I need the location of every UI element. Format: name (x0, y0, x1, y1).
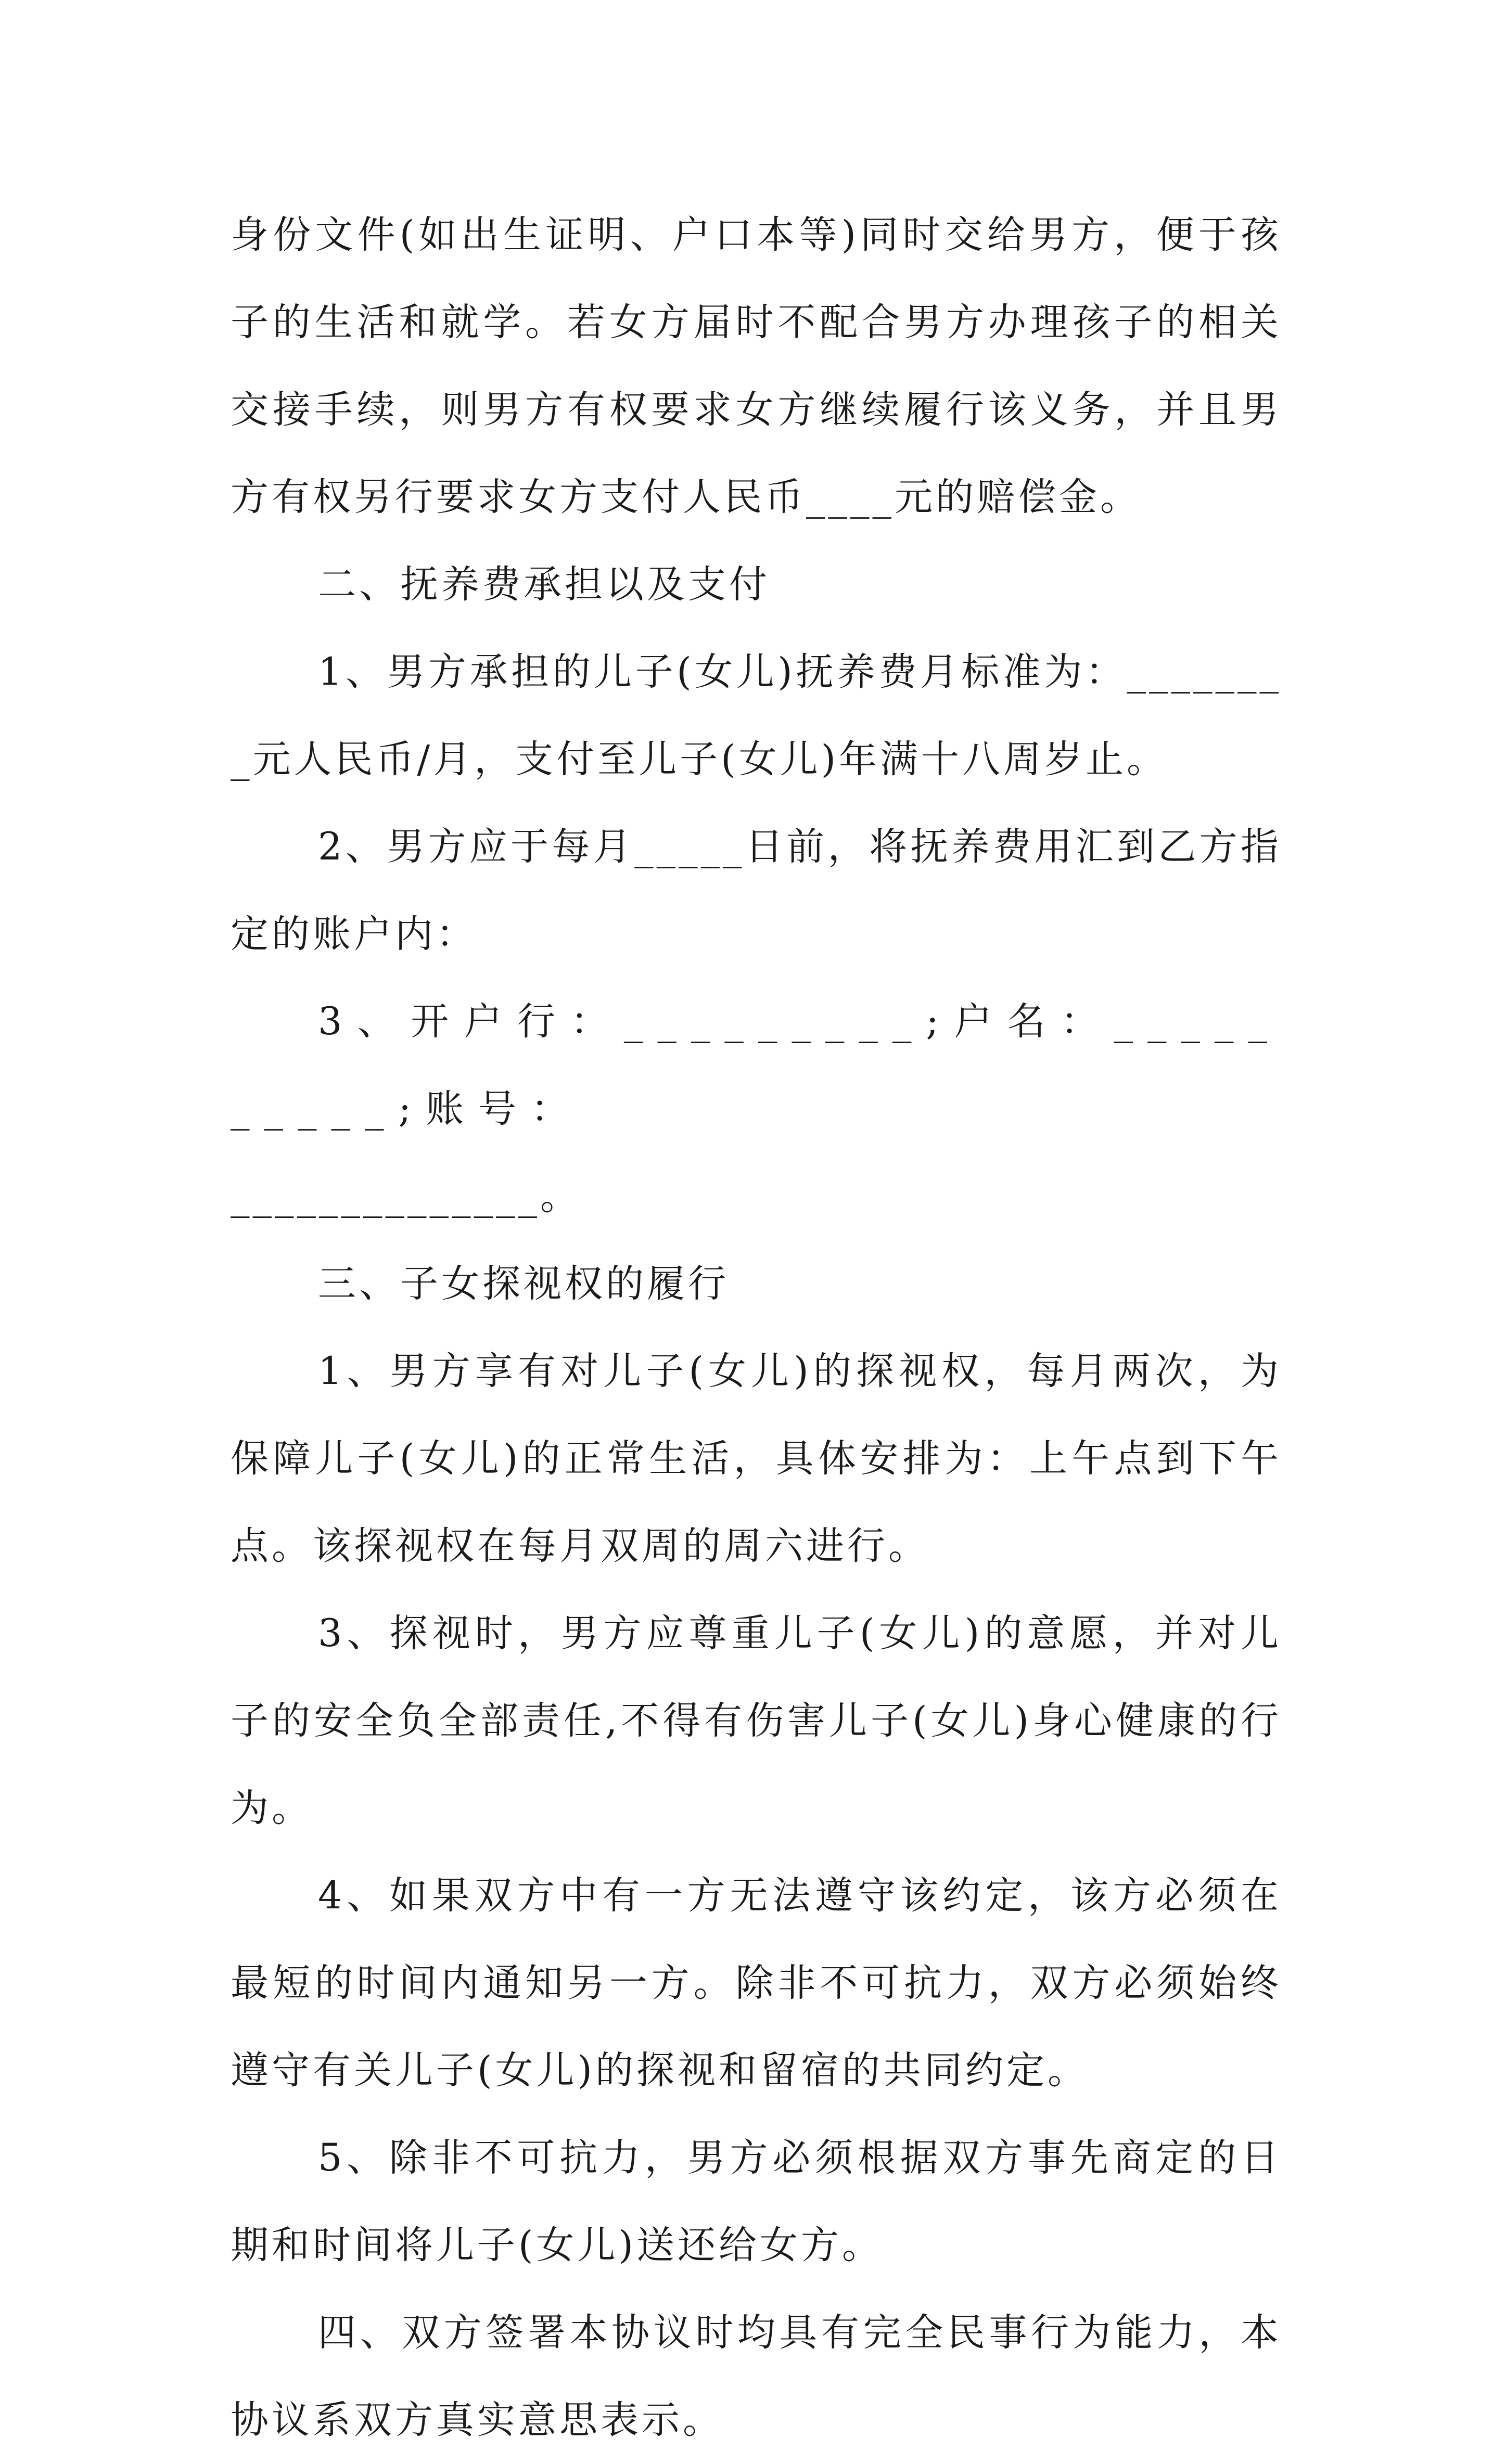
paragraph-account-number-blank: ______________。 (231, 1174, 581, 1218)
paragraph-return-child: 5、除非不可抗力，男方必须根据双方事先商定的日期和时间将儿子(女儿)送还给女方。 (231, 2136, 1282, 2267)
paragraph-payment-date: 2、男方应于每月_____日前，将抚养费用汇到乙方指定的账户内： (231, 825, 1282, 956)
paragraph-visitation-schedule: 1、男方享有对儿子(女儿)的探视权，每月两次，为保障儿子(女儿)的正常生活，具体安排为：上午点到下午点。该探视权在每月双周的周六进行。 (231, 1349, 1282, 1568)
heading-support-payment: 二、抚养费承担以及支付 (318, 562, 770, 607)
paragraph-bank-account: 3、开户行：_________;户名：__________;账号： (231, 999, 1282, 1131)
document-body (231, 191, 1282, 2464)
paragraph-visitation-safety: 3、探视时，男方应尊重儿子(女儿)的意愿，并对儿子的安全负全部责任,不得有伤害儿子(女儿)身心健康的行为。 (231, 1611, 1282, 1830)
paragraph-monthly-standard: 1、男方承担的儿子(女儿)抚养费月标准为：________元人民币/月，支付至儿子(女儿)年满十八周岁止。 (231, 650, 1282, 781)
heading-capacity-declaration: 四、双方签署本协议时均具有完全民事行为能力，本协议系双方真实意思表示。 (231, 2311, 1282, 2442)
heading-visitation-rights: 三、子女探视权的履行 (318, 1262, 729, 1306)
paragraph-handover-documents: 身份文件(如出生证明、户口本等)同时交给男方，便于孩子的生活和就学。若女方届时不配合男方办理孩子的相关交接手续，则男方有权要求女方继续履行该义务，并且男方有权另行要求女方支付人民币____元的赔偿金。 (231, 213, 1282, 519)
paragraph-notification: 4、如果双方中有一方无法遵守该约定，该方必须在最短的时间内通知另一方。除非不可抗力，双方必须始终遵守有关儿子(女儿)的探视和留宿的共同约定。 (231, 1873, 1282, 2093)
